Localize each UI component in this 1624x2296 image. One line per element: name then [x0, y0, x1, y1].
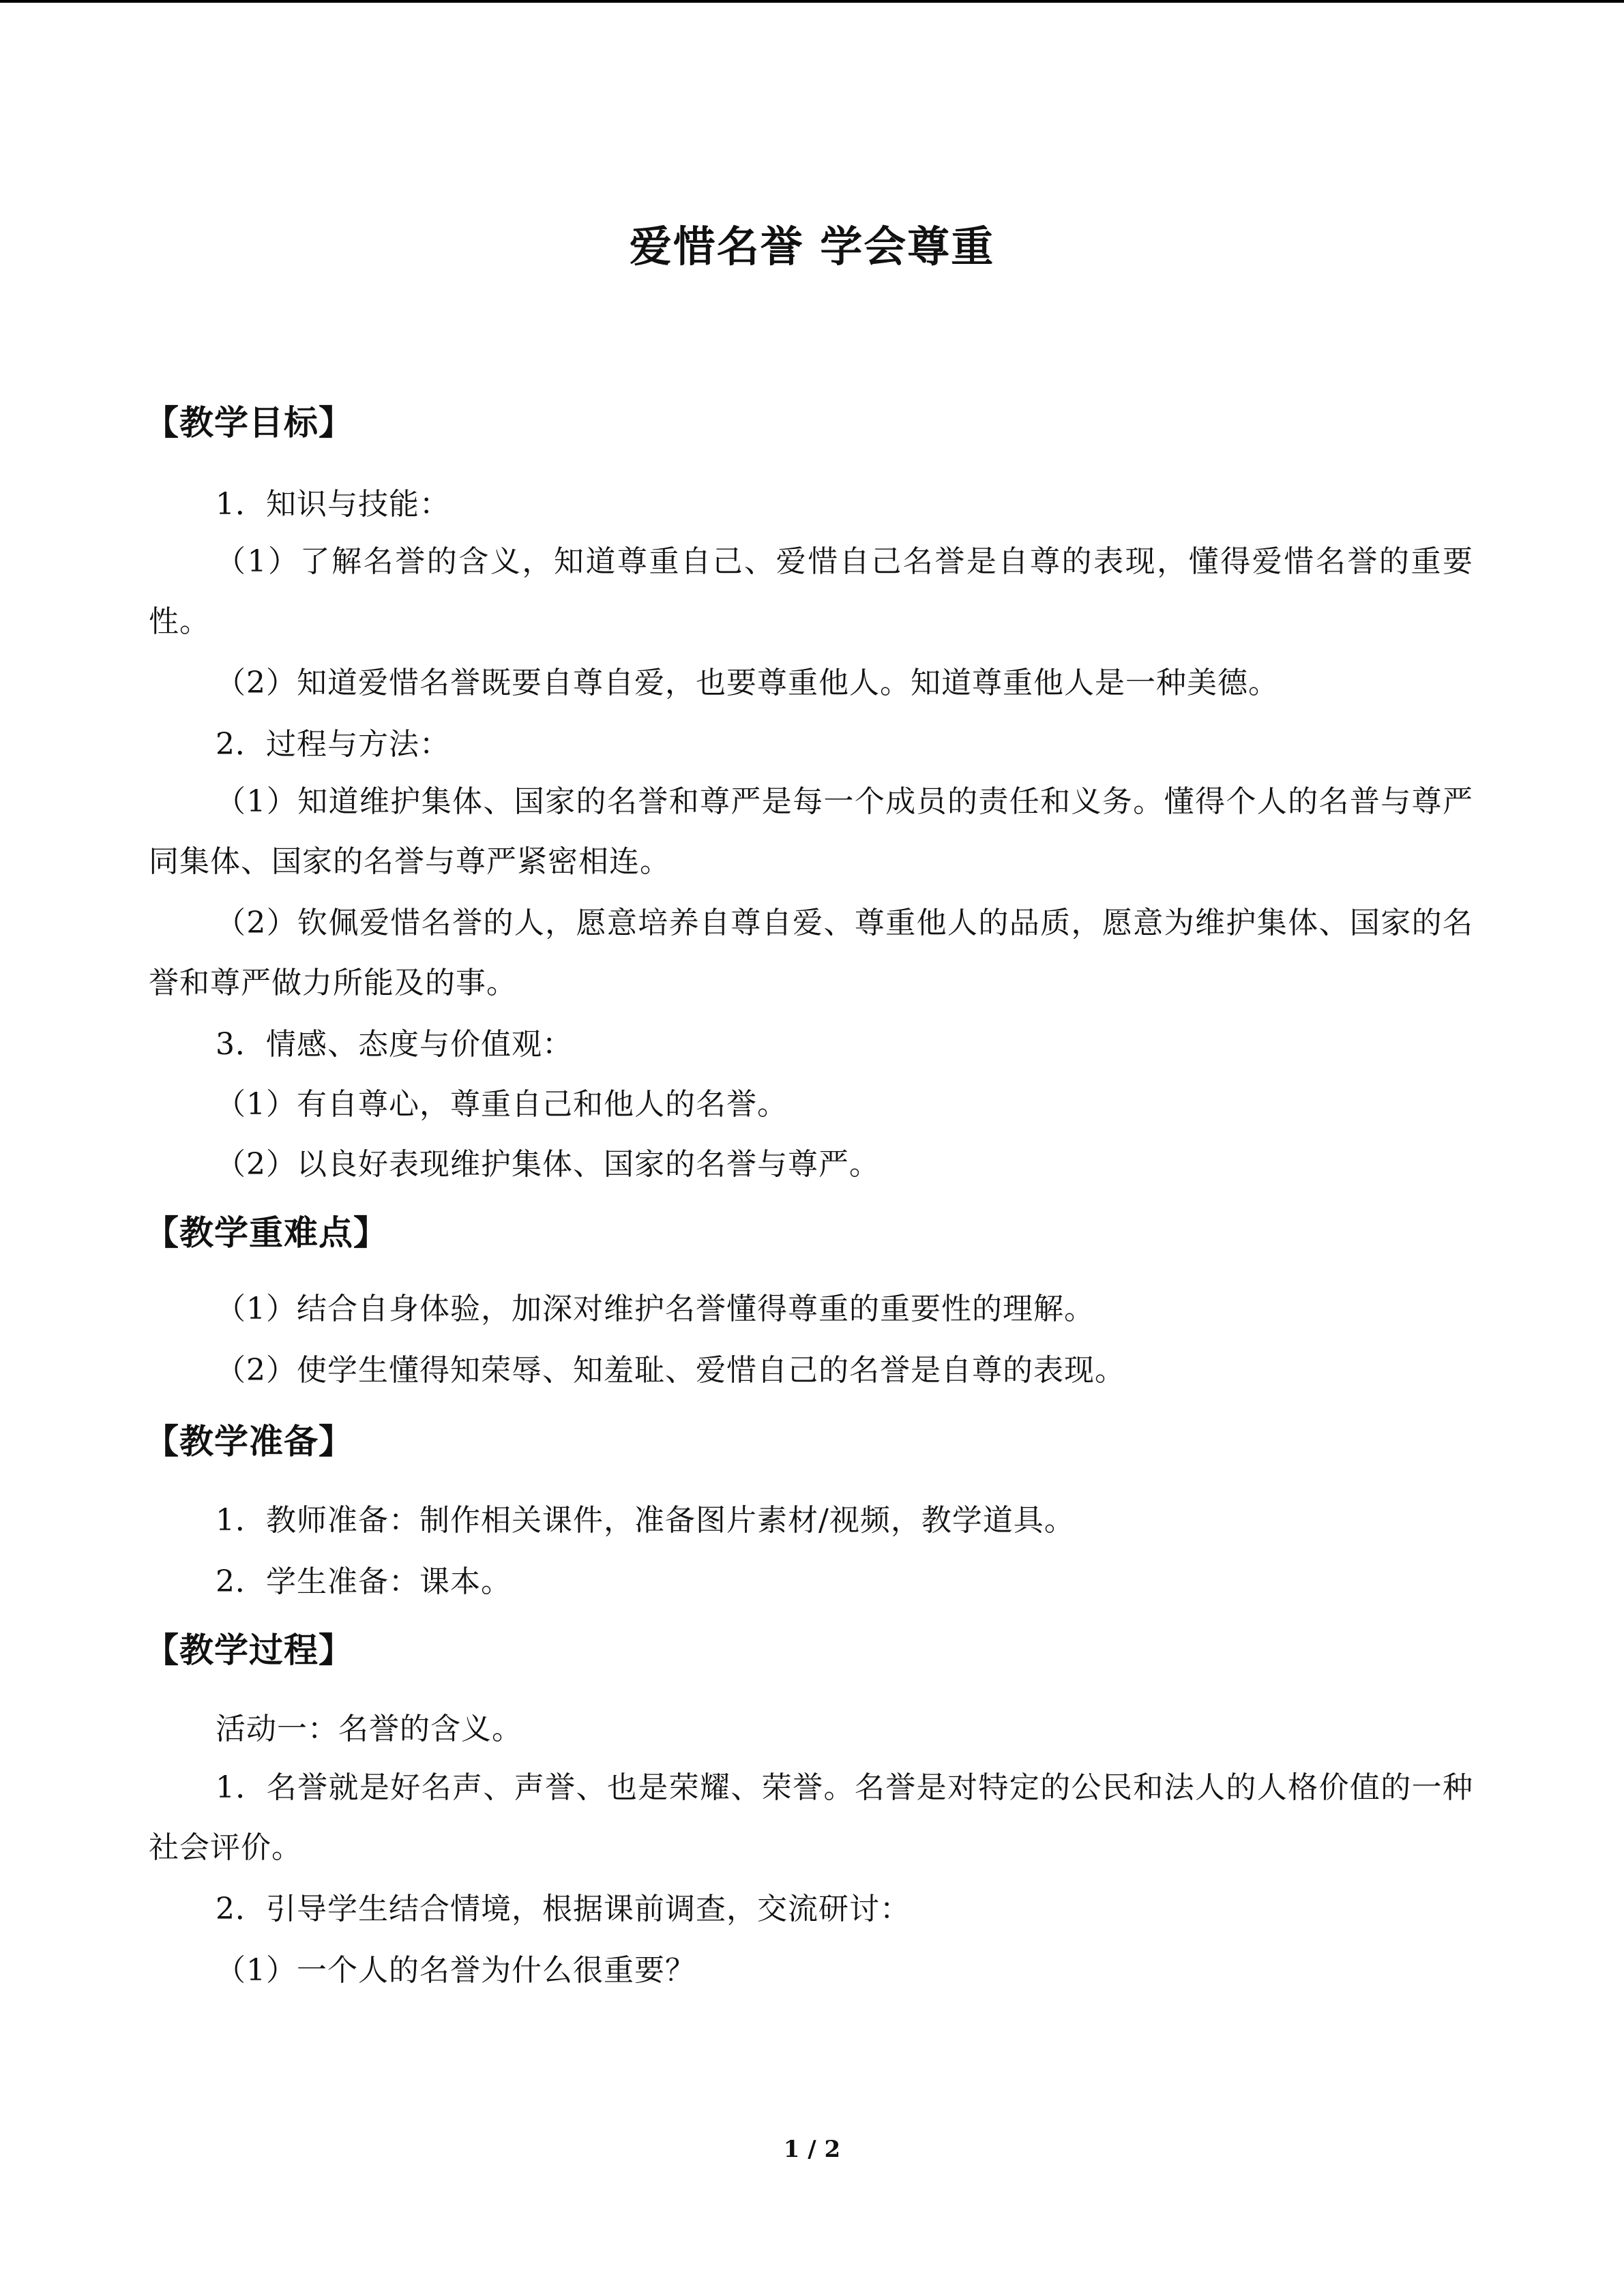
activity-1-question-1: （1）一个人的名誉为什么很重要？	[216, 1953, 696, 1988]
section-heading-goals: 【教学目标】	[145, 403, 353, 443]
document-title: 爱惜名誉 学会尊重	[629, 222, 995, 271]
activity-1-title: 活动一：名誉的含义。	[216, 1712, 522, 1746]
goal-item-knowledge: 1．知识与技能：	[216, 487, 450, 522]
goal-attitude-2: （2）以良好表现维护集体、国家的名誉与尊严。	[216, 1147, 880, 1182]
goal-item-process: 2．过程与方法：	[216, 727, 450, 762]
section-heading-process: 【教学过程】	[145, 1630, 353, 1670]
keypoint-1: （1）结合自身体验，加深对维护名誉懂得尊重的重要性的理解。	[216, 1292, 1095, 1326]
goal-process-2: （2）钦佩爱惜名誉的人，愿意培养自尊自爱、尊重他人的品质，愿意为维护集体、国家的名誉和尊严做力所能及的事。	[149, 906, 1473, 1000]
goal-process-1: （1）知道维护集体、国家的名誉和尊严是每一个成员的责任和义务。懂得个人的名普与尊严同集体、国家的名誉与尊严紧密相连。	[149, 784, 1473, 879]
activity-1-item-1: 1．名誉就是好名声、声誉、也是荣耀、荣誉。名誉是对特定的公民和法人的人格价值的一种社会评价。	[149, 1770, 1473, 1865]
goal-attitude-1: （1）有自尊心，尊重自己和他人的名誉。	[216, 1087, 788, 1122]
section-heading-keypoints: 【教学重难点】	[145, 1213, 388, 1253]
goal-item-attitude: 3．情感、态度与价值观：	[216, 1027, 573, 1062]
goal-knowledge-1: （1）了解名誉的含义，知道尊重自己、爱惜自己名誉是自尊的表现，懂得爱惜名誉的重要性。	[149, 544, 1473, 639]
goal-knowledge-2: （2）知道爱惜名誉既要自尊自爱，也要尊重他人。知道尊重他人是一种美德。	[216, 666, 1279, 700]
prep-teacher: 1．教师准备：制作相关课件，准备图片素材/视频，教学道具。	[216, 1503, 1075, 1538]
keypoint-2: （2）使学生懂得知荣辱、知羞耻、爱惜自己的名誉是自尊的表现。	[216, 1353, 1125, 1388]
page-number: 1 / 2	[783, 2136, 841, 2163]
section-heading-preparation: 【教学准备】	[145, 1422, 353, 1461]
prep-student: 2．学生准备：课本。	[216, 1564, 512, 1599]
top-border-line	[0, 0, 1624, 3]
activity-1-item-2: 2．引导学生结合情境，根据课前调查，交流研讨：	[216, 1892, 911, 1926]
